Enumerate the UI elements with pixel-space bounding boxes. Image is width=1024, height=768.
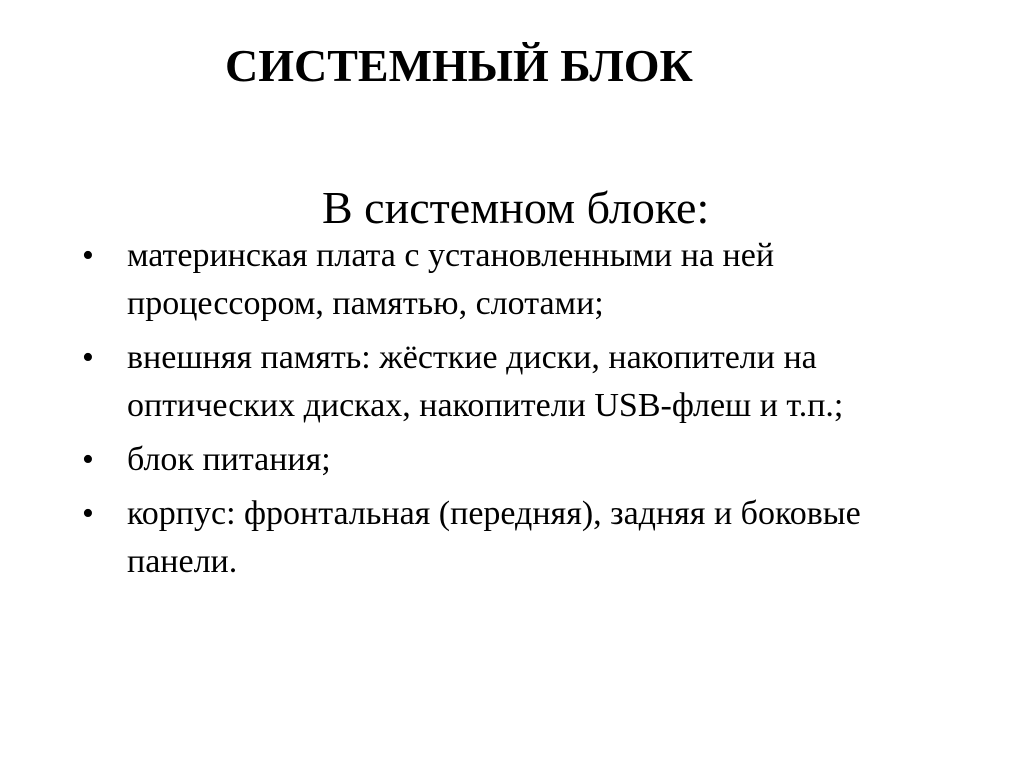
bullet-text: материнская плата с установленными на ней процессором, памятью, слотами;	[127, 237, 775, 322]
bullet-marker: •	[82, 441, 94, 478]
slide-subtitle: В системном блоке:	[322, 182, 710, 233]
bullet-marker: •	[82, 339, 94, 376]
list-item	[82, 490, 962, 586]
list-item	[82, 436, 962, 484]
bullet-marker: •	[82, 495, 94, 532]
bullet-marker: •	[82, 237, 94, 274]
bullet-text: блок питания;	[127, 441, 331, 478]
bullet-list	[82, 232, 962, 592]
list-item	[82, 232, 962, 328]
slide-title: СИСТЕМНЫЙ БЛОК	[225, 40, 693, 91]
list-item	[82, 334, 962, 430]
bullet-text: корпус: фронтальная (передняя), задняя и боковые панели.	[127, 495, 861, 580]
bullet-text: внешняя память: жёсткие диски, накопители на оптических дисках, накопители USB-флеш и т.п.;	[127, 339, 844, 424]
